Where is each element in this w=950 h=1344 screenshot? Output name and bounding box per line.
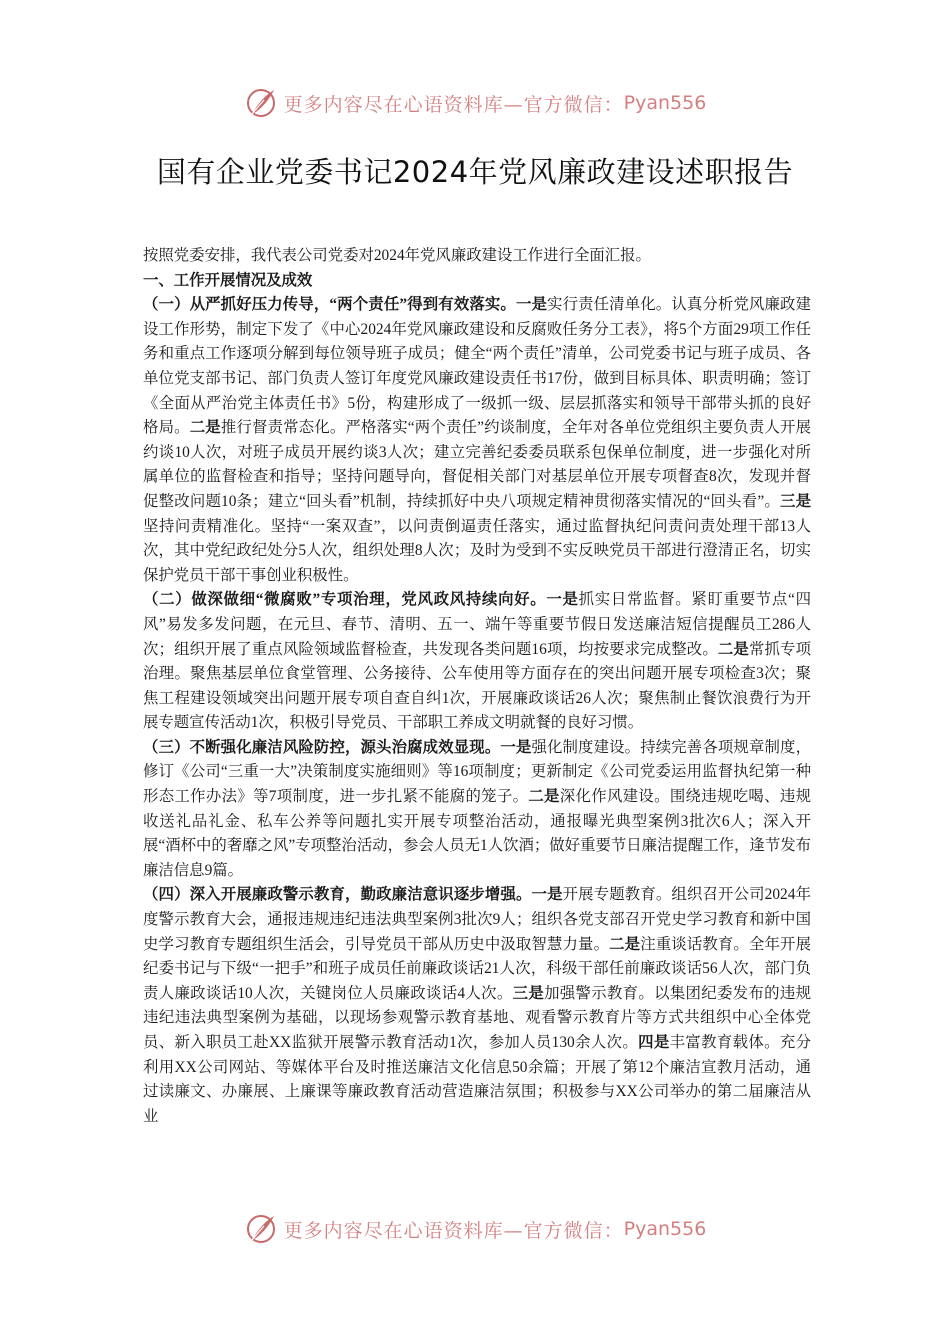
feather-pen-logo-icon	[244, 1212, 278, 1246]
intro-paragraph: 按照党委安排，我代表公司党委对2024年党风廉政建设工作进行全面汇报。	[143, 247, 651, 264]
paragraph-3: （三）不断强化廉洁风险防控，源头治腐成效显现。一是强化制度建设。持续完善各项规章制度，修订《公司“三重一大”决策制度实施细则》等16项制度；更新制定《公司党委运用监督执纪第一种形态工作办法》等7项制度，进一步扎紧不能腐的笼子。二是深化作风建设。围绕违规吃喝、违规收送礼品礼金、私车公养等问题扎实开展专项整治活动，通报曝光典型案例3批次6人；深入开展“酒杯中的奢靡之风”专项整治活动，参会人员无1人饮酒；做好重要节日廉洁提醒工作，逢节发布廉洁信息9篇。	[143, 738, 811, 879]
document-body	[143, 244, 811, 1129]
paragraph-4: （四）深入开展廉政警示教育，勤政廉洁意识逐步增强。一是开展专题教育。组织召开公司2024年度警示教育大会，通报违规违纪违法典型案例3批次9人；组织各党支部召开党史学习教育和新中国史学习教育专题组织生活会，引导党员干部从历史中汲取智慧力量。二是注重谈话教育。全年开展纪委书记与下级“一把手”和班子成员任前廉政谈话21人次，科级干部任前廉政谈话56人次，部门负责人廉政谈话10人次，关键岗位人员廉政谈话4人次。三是加强警示教育。以集团纪委发布的违规违纪违法典型案例为基础，以现场参观警示教育基地、观看警示教育片等方式共组织中心全体党员、新入职员工赴XX监狱开展警示教育活动1次，参加人员130余人次。四是丰富教育载体。充分利用XX公司网站、等媒体平台及时推送廉洁文化信息50余篇；开展了第12个廉洁宣教月活动，通过读廉文、办廉展、上廉课等廉政教育活动营造廉洁氛围；积极参与XX公司举办的第二届廉洁从业	[143, 886, 811, 1125]
feather-pen-logo-icon	[244, 86, 278, 120]
section-heading: 一、工作开展情况及成效	[143, 271, 313, 289]
watermark-text: 更多内容尽在心语资料库—官方微信：	[283, 1219, 624, 1242]
watermark-bottom	[0, 1209, 950, 1249]
paragraph-heading: （一）从严抓好压力传导，“两个责任”得到有效落实。	[143, 296, 516, 314]
paragraph-heading: （三）不断强化廉洁风险防控，源头治腐成效显现。	[143, 738, 501, 756]
watermark-text: 更多内容尽在心语资料库—官方微信：	[283, 93, 624, 116]
watermark-wechat-id: Pyan556	[623, 92, 707, 114]
paragraph-heading: （四）深入开展廉政警示教育，勤政廉洁意识逐步增强。	[143, 886, 532, 904]
watermark-top	[0, 83, 950, 123]
paragraph-heading: （二）做深做细“微腐败”专项治理，党风政风持续向好。	[143, 591, 547, 609]
paragraph-1: （一）从严抓好压力传导，“两个责任”得到有效落实。一是实行责任清单化。认真分析党风廉政建设工作形势，制定下发了《中心2024年党风廉政建设和反腐败任务分工表》，将5个方面29项工作任务和重点工作逐项分解到每位领导班子成员；健全“两个责任”清单，公司党委书记与班子成员、各单位党支部书记、部门负责人签订年度党风廉政建设责任书17份，做到目标具体、职责明确；签订《全面从严治党主体责任书》5份，构建形成了一级抓一级、层层抓落实和领导干部带头抓的良好格局。二是推行督责常态化。严格落实“两个责任”约谈制度，全年对各单位党组织主要负责人开展约谈10人次，对班子成员开展约谈3人次；建立完善纪委委员联系包保单位制度，进一步强化对所属单位的监督检查和指导；坚持问题导向，督促相关部门对基层单位开展专项督查8次，发现并督促整改问题10条；建立“回头看”机制，持续抓好中央八项规定精神贯彻落实情况的“回头看”。三是坚持问责精准化。坚持“一案双查”，以问责倒逼责任落实，通过监督执纪问责问责处理干部13人次，其中党纪政纪处分5人次，组织处理8人次；及时为受到不实反映党员干部进行澄清正名，切实保护党员干部干事创业积极性。	[143, 296, 811, 584]
paragraph-2: （二）做深做细“微腐败”专项治理，党风政风持续向好。一是抓实日常监督。紧盯重要节点“四风”易发多发问题，在元旦、春节、清明、五一、端午等重要节假日发送廉洁短信提醒员工286人次；组织开展了重点风险领域监督检查，共发现各类问题16项，均按要求完成整改。二是常抓专项治理。聚焦基层单位食堂管理、公务接待、公车使用等方面存在的突出问题开展专项检查3次；聚焦工程建设领域突出问题开展专项自查自纠1次，开展廉政谈话26人次；聚焦制止餐饮浪费行为开展专题宣传活动1次，积极引导党员、干部职工养成文明就餐的良好习惯。	[143, 591, 811, 732]
document-title: 国有企业党委书记2024年党风廉政建设述职报告	[156, 155, 794, 189]
watermark-wechat-id: Pyan556	[623, 1218, 707, 1240]
